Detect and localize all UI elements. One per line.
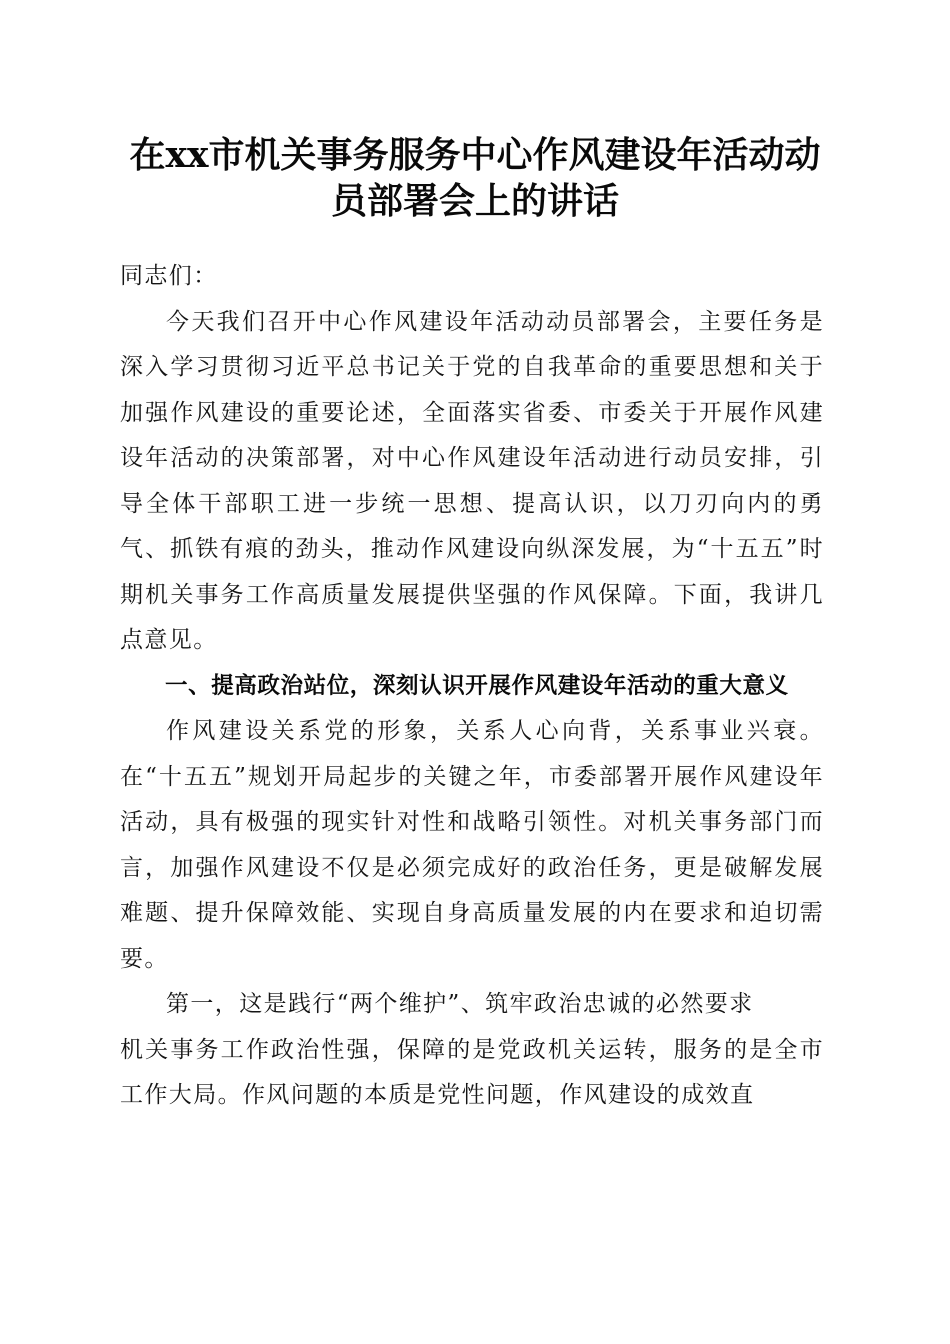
title-line-2: 员部署会上的讲话 <box>330 180 619 222</box>
point-1-paragraph: 机关事务工作政治性强，保障的是党政机关运转，服务的是全市工作大局。作风问题的本质是党性问题，作风建设的成效直 <box>120 1036 824 1108</box>
section-1-heading: 一、提高政治站位，深刻认识开展作风建设年活动的重大意义 <box>165 672 789 699</box>
salutation: 同志们： <box>120 263 218 289</box>
section-1-paragraph: 作风建设关系党的形象，关系人心向背，关系事业兴衰。在“十五五”规划开局起步的关键之年，市委部署开展作风建设年活动，具有极强的现实针对性和战略引领性。对机关事务部门而言，加强作风建设不仅是必须完成好的政治任务，更是破解发展难题、提升保障效能、实现自身高质量发展的内在要求和迫切需要。 <box>120 718 824 972</box>
intro-paragraph: 今天我们召开中心作风建设年活动动员部署会，主要任务是深入学习贯彻习近平总书记关于党的自我革命的重要思想和关于加强作风建设的重要论述，全面落实省委、市委关于开展作风建设年活动的决策部署，对中心作风建设年活动进行动员安排，引导全体干部职工进一步统一思想、提高认识，以刀刃向内的勇气、抓铁有痕的劲头，推动作风建设向纵深发展，为“十五五”时期机关事务工作高质量发展提供坚强的作风保障。下面，我讲几点意见。 <box>120 308 824 653</box>
document-title <box>100 132 850 224</box>
document-body <box>120 254 824 1119</box>
point-1-heading: 第一，这是践行“两个维护”、筑牢政治忠诚的必然要求 <box>166 991 754 1017</box>
title-line-1: 在xx市机关事务服务中心作风建设年活动动 <box>129 134 821 176</box>
